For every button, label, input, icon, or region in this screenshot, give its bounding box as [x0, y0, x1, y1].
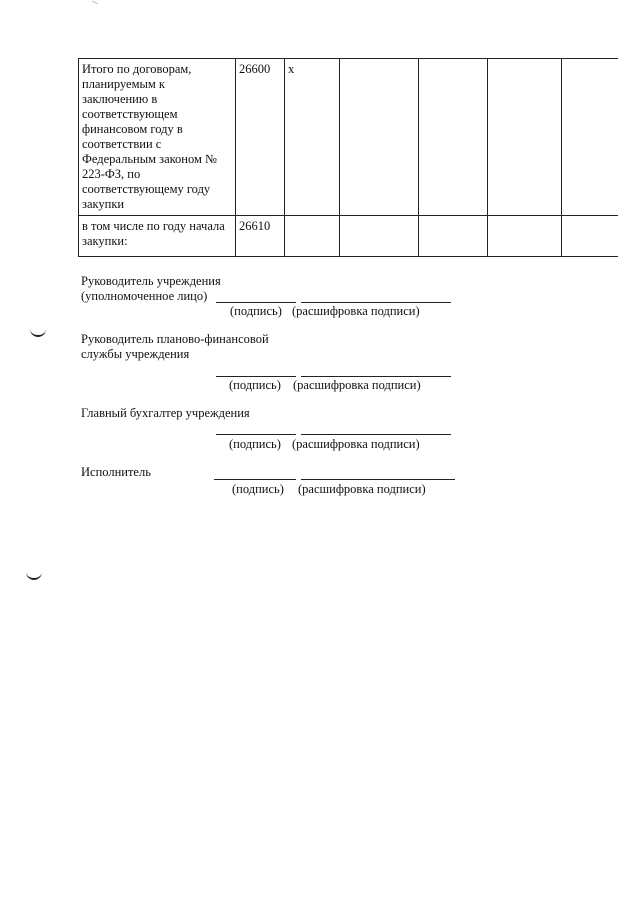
margin-mark	[26, 570, 42, 580]
table-cell	[419, 59, 488, 216]
signature-title-line: (уполномоченное лицо)	[81, 289, 208, 303]
procurement-table	[78, 58, 618, 257]
decode-caption: (расшифровка подписи)	[292, 304, 420, 318]
table-row	[79, 59, 619, 216]
row-code: 26600	[236, 59, 285, 216]
table-cell	[419, 216, 488, 257]
row-code: 26610	[236, 216, 285, 257]
decode-line	[301, 302, 451, 303]
table-cell	[488, 59, 562, 216]
table-cell	[488, 216, 562, 257]
table-cell	[562, 59, 619, 216]
row-label: Итого по договорам, планируемым к заключению в соответствующем финансовом году в соответствии с Федеральным законом № 223-ФЗ, по соответствующему году закупки	[79, 59, 236, 216]
decode-caption: (расшифровка подписи)	[293, 378, 421, 392]
table-cell	[562, 216, 619, 257]
signature-caption: (подпись)	[230, 304, 282, 318]
decode-line	[301, 376, 451, 377]
signature-title-line: Руководитель планово-финансовой	[81, 332, 269, 346]
signature-line	[216, 376, 296, 377]
signature-accountant-title	[81, 406, 250, 421]
signature-title-line: службы учреждения	[81, 347, 190, 361]
signature-finance-title	[81, 332, 269, 362]
signature-executor-title	[81, 465, 151, 480]
row-mark	[285, 216, 340, 257]
table-row	[79, 216, 619, 257]
signature-title-line: Руководитель учреждения	[81, 274, 221, 288]
table-cell	[340, 59, 419, 216]
row-mark: х	[285, 59, 340, 216]
signature-title-line: Исполнитель	[81, 465, 151, 479]
decode-caption: (расшифровка подписи)	[298, 482, 426, 496]
signature-line	[216, 302, 296, 303]
signature-line	[216, 434, 296, 435]
decode-line	[301, 479, 455, 480]
signature-head-title	[81, 274, 221, 304]
decode-caption: (расшифровка подписи)	[292, 437, 420, 451]
margin-mark	[30, 327, 46, 337]
row-label: в том числе по году начала закупки:	[79, 216, 236, 257]
decode-line	[301, 434, 451, 435]
signature-caption: (подпись)	[232, 482, 284, 496]
scan-tick-mark	[92, 1, 98, 4]
table-cell	[340, 216, 419, 257]
signature-caption: (подпись)	[229, 378, 281, 392]
signature-line	[214, 479, 296, 480]
signature-title-line: Главный бухгалтер учреждения	[81, 406, 250, 420]
signature-caption: (подпись)	[229, 437, 281, 451]
